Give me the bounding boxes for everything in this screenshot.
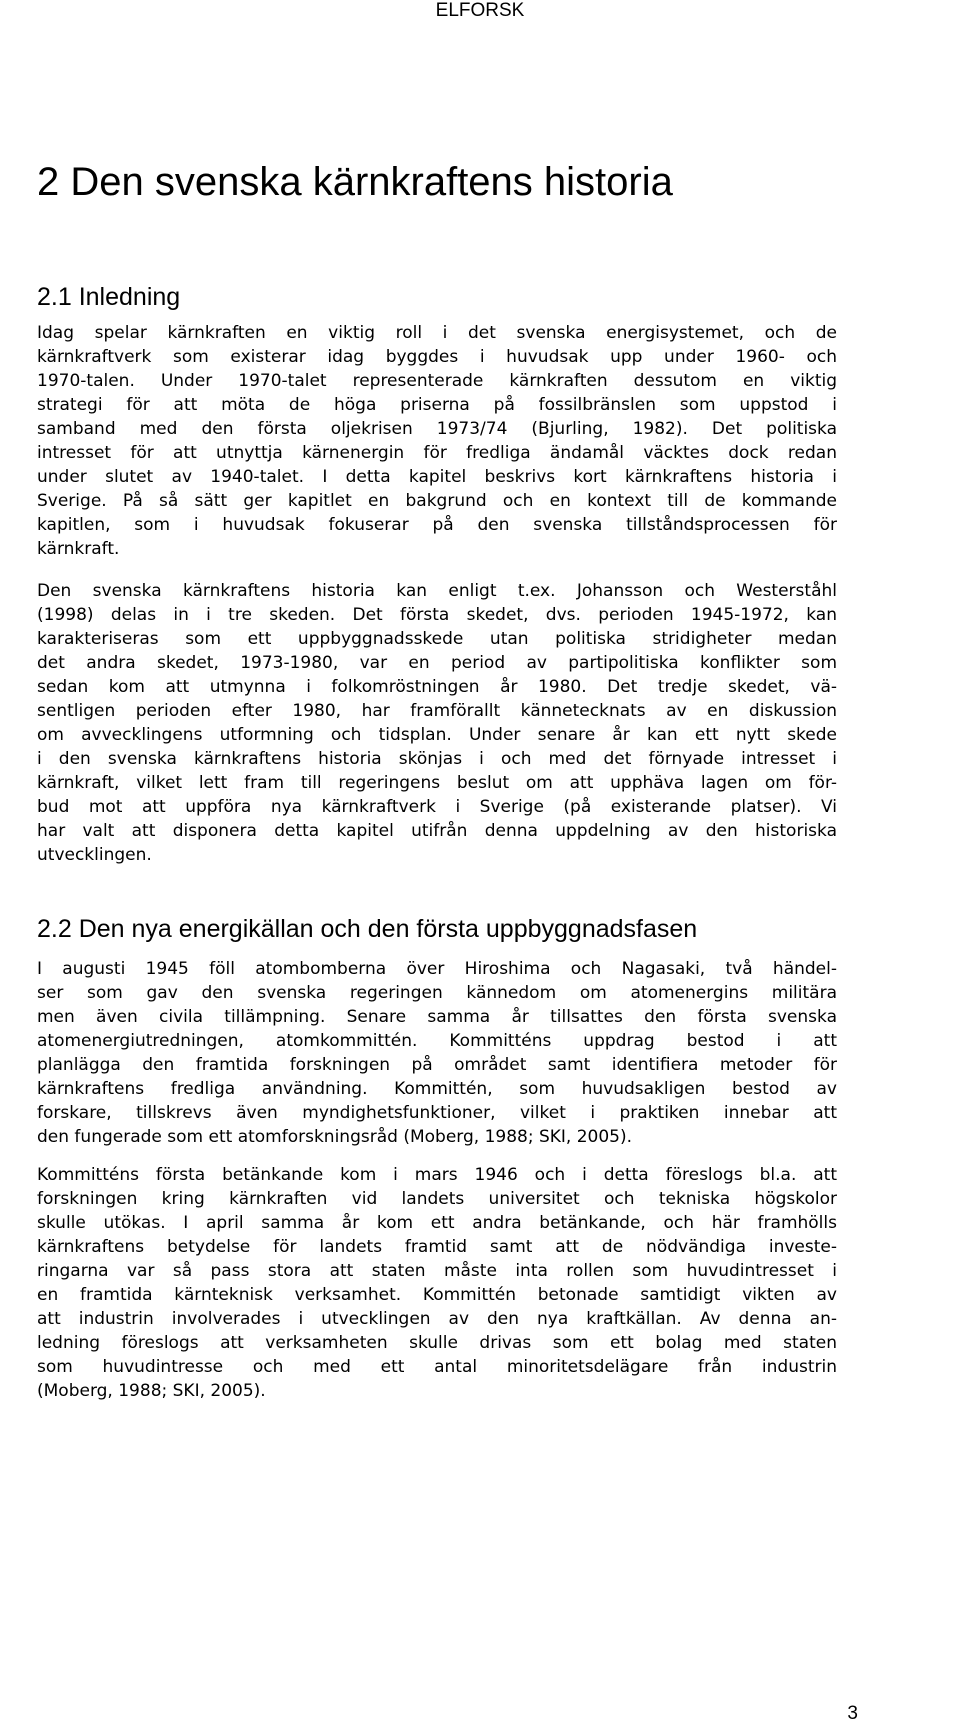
text-line: (1998) delas in i tre skeden. Det första skedet, dvs. perioden 1945-1972, kan — [37, 605, 837, 625]
text-line: forskare, tillskrevs även myndighetsfunktioner, vilket i praktiken innebar att — [37, 1103, 837, 1123]
chapter-title: 2 Den svenska kärnkraftens historia — [37, 160, 673, 204]
text-line: sedan kom att utmynna i folkomröstningen år 1980. Det tredje skedet, vä- — [37, 677, 837, 697]
text-line: sentligen perioden efter 1980, har framförallt kännetecknats av en diskussion — [37, 701, 837, 721]
section-heading-inledning: 2.1 Inledning — [37, 283, 181, 311]
text-line: Idag spelar kärnkraften en viktig roll i det svenska energisystemet, och de — [37, 323, 837, 343]
text-line: ser som gav den svenska regeringen kännedom om atomenergins militära — [37, 983, 837, 1003]
paragraph — [37, 579, 837, 867]
text-line: (Moberg, 1988; SKI, 2005). — [37, 1381, 266, 1401]
text-line: det andra skedet, 1973-1980, var en period av partipolitiska konflikter som — [37, 653, 837, 673]
text-line: ledning föreslogs att verksamheten skulle drivas som ett bolag med staten — [37, 1333, 837, 1353]
text-line: karakteriseras som ett uppbyggnadsskede utan politiska stridigheter medan — [37, 629, 837, 649]
text-line: bud mot att uppföra nya kärnkraftverk i Sverige (på existerande platser). Vi — [37, 797, 837, 817]
text-line: kärnkraftens betydelse för landets framtid samt att de nödvändiga investe- — [37, 1237, 837, 1257]
text-line: intresset för att utnyttja kärnenergin för fredliga ändamål väcktes dock redan — [37, 443, 837, 463]
text-line: kärnkraft. — [37, 539, 120, 559]
text-line: utvecklingen. — [37, 845, 152, 865]
text-line: strategi för att möta de höga priserna på fossilbränslen som uppstod i — [37, 395, 837, 415]
text-line: skulle utökas. I april samma år kom ett andra betänkande, och här framhölls — [37, 1213, 837, 1233]
text-line: samband med den första oljekrisen 1973/74 (Bjurling, 1982). Det politiska — [37, 419, 837, 439]
text-line: I augusti 1945 föll atombomberna över Hiroshima och Nagasaki, två händel- — [37, 959, 837, 979]
text-line: om avvecklingens utformning och tidsplan. Under senare år kan ett nytt skede — [37, 725, 837, 745]
text-line: Sverige. På så sätt ger kapitlet en bakgrund och en kontext till de kommande — [37, 491, 837, 511]
text-line: ringarna var så pass stora att staten måste inta rollen som huvudintresset i — [37, 1261, 837, 1281]
text-line: Den svenska kärnkraftens historia kan enligt t.ex. Johansson och Westerståhl — [37, 581, 837, 601]
section-heading-energikallan: 2.2 Den nya energikällan och den första uppbyggnadsfasen — [37, 915, 698, 943]
text-line: har valt att disponera detta kapitel utifrån denna uppdelning av den historiska — [37, 821, 837, 841]
text-line: 1970-talen. Under 1970-talet representerade kärnkraften dessutom en viktig — [37, 371, 837, 391]
paragraph — [37, 1163, 837, 1403]
text-line: en framtida kärnteknisk verksamhet. Kommittén betonade samtidigt vikten av — [37, 1285, 837, 1305]
text-line: men även civila tillämpning. Senare samma år tillsattes den första svenska — [37, 1007, 837, 1027]
paragraph — [37, 321, 837, 561]
paragraph — [37, 957, 837, 1149]
text-line: atomenergiutredningen, atomkommittén. Kommitténs uppdrag bestod i att — [37, 1031, 837, 1051]
text-line: kapitlen, som i huvudsak fokuserar på den svenska tillståndsprocessen för — [37, 515, 837, 535]
text-line: som huvudintresse och med ett antal minoritetsdelägare från industrin — [37, 1357, 837, 1377]
text-line: kärnkraftverk som existerar idag byggdes i huvudsak upp under 1960- och — [37, 347, 837, 367]
text-line: planlägga den framtida forskningen på området samt identifiera metoder för — [37, 1055, 837, 1075]
running-header: ELFORSK — [435, 0, 525, 21]
page-number: 3 — [847, 1703, 858, 1724]
text-line: forskningen kring kärnkraften vid landets universitet och tekniska högskolor — [37, 1189, 837, 1209]
text-line: Kommitténs första betänkande kom i mars 1946 och i detta föreslogs bl.a. att — [37, 1165, 837, 1185]
text-line: under slutet av 1940-talet. I detta kapitel beskrivs kort kärnkraftens historia i — [37, 467, 837, 487]
text-line: den fungerade som ett atomforskningsråd (Moberg, 1988; SKI, 2005). — [37, 1127, 633, 1147]
text-line: kärnkraft, vilket lett fram till regeringens beslut om att upphäva lagen om för- — [37, 773, 837, 793]
text-line: kärnkraftens fredliga användning. Kommittén, som huvudsakligen bestod av — [37, 1079, 837, 1099]
text-line: att industrin involverades i utvecklingen av den nya kraftkällan. Av denna an- — [37, 1309, 837, 1329]
text-line: i den svenska kärnkraftens historia skönjas i och med det förnyade intresset i — [37, 749, 837, 769]
